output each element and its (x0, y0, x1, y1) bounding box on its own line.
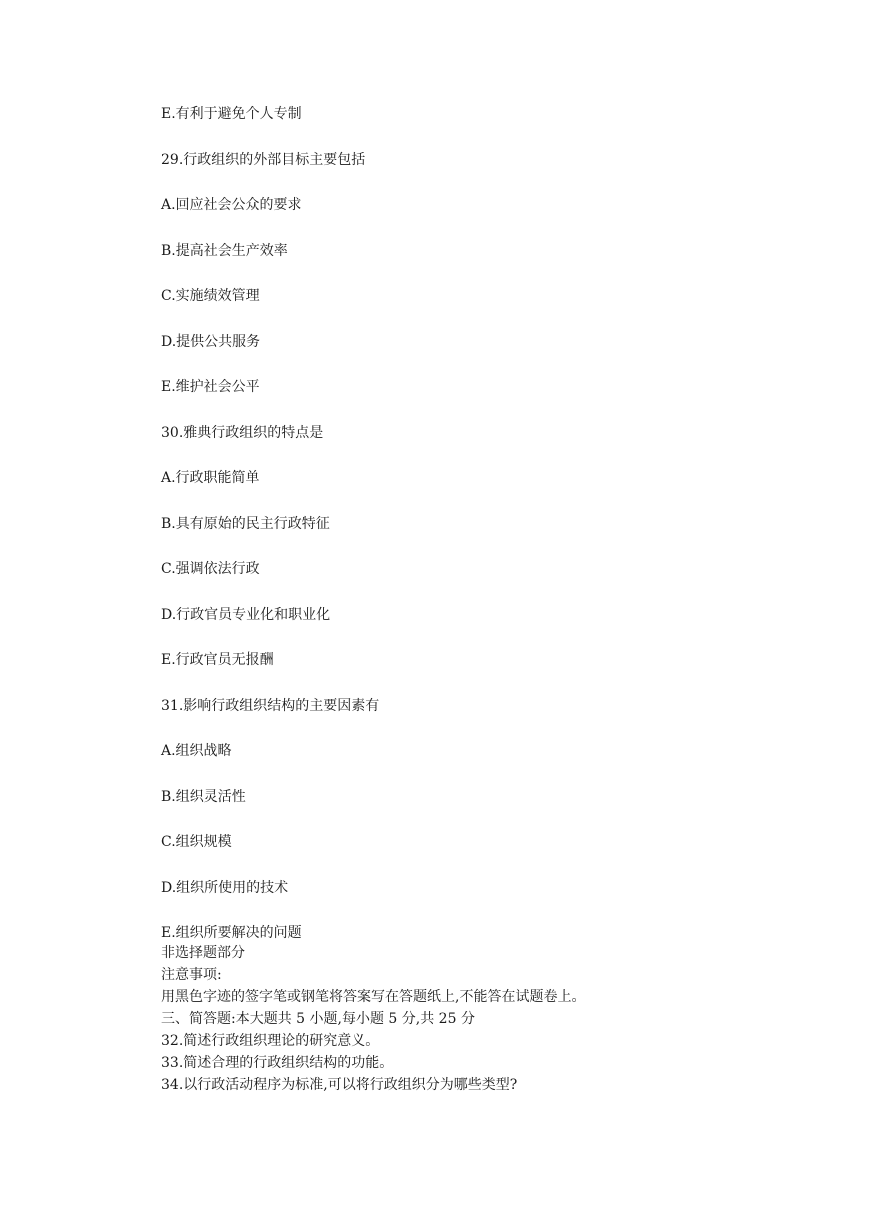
option-31a-line: A.组织战略 (161, 743, 232, 759)
section-heading: 非选择题部分 (161, 945, 245, 961)
option-30c-line: C.强调依法行政 (161, 561, 260, 577)
option-29c-line: C.实施绩效管理 (161, 288, 260, 304)
notice-text: 用黑色字迹的签字笔或钢笔将答案写在答题纸上,不能答在试题卷上。 (161, 989, 586, 1005)
question-32-line: 32.简述行政组织理论的研究意义。 (161, 1033, 380, 1049)
non-choice-section (161, 943, 801, 1095)
option-30a-line: A.行政职能简单 (161, 470, 260, 486)
option-29d-line: D.提供公共服务 (161, 333, 261, 350)
option-29e2-line: E.维护社会公平 (161, 379, 260, 395)
option-31d-line: D.组织所使用的技术 (161, 879, 289, 896)
option-29e-line: E.有利于避免个人专制 (161, 106, 302, 122)
question-30-line: 30.雅典行政组织的特点是 (161, 424, 324, 441)
notice-label: 注意事项: (161, 967, 222, 983)
option-31c-line: C.组织规模 (161, 834, 232, 850)
option-31e-line: E.组织所要解决的问题 (161, 925, 302, 941)
part-three-heading: 三、简答题:本大题共 5 小题,每小题 5 分,共 25 分 (161, 1011, 475, 1027)
option-29a-line: A.回应社会公众的要求 (161, 197, 302, 213)
option-31b-line: B.组织灵活性 (161, 788, 246, 805)
question-34-line: 34.以行政活动程序为标准,可以将行政组织分为哪些类型? (161, 1077, 518, 1093)
option-30b-line: B.具有原始的民主行政特征 (161, 515, 330, 532)
option-30e-line: E.行政官员无报酬 (161, 652, 274, 668)
option-30d-line: D.行政官员专业化和职业化 (161, 606, 331, 623)
question-33-line: 33.简述合理的行政组织结构的功能。 (161, 1055, 394, 1071)
document-content (161, 104, 801, 1097)
multiple-choice-section (161, 104, 801, 943)
question-29-line: 29.行政组织的外部目标主要包括 (161, 151, 366, 168)
option-29b-line: B.提高社会生产效率 (161, 242, 288, 259)
question-31-line: 31.影响行政组织结构的主要因素有 (161, 697, 380, 714)
